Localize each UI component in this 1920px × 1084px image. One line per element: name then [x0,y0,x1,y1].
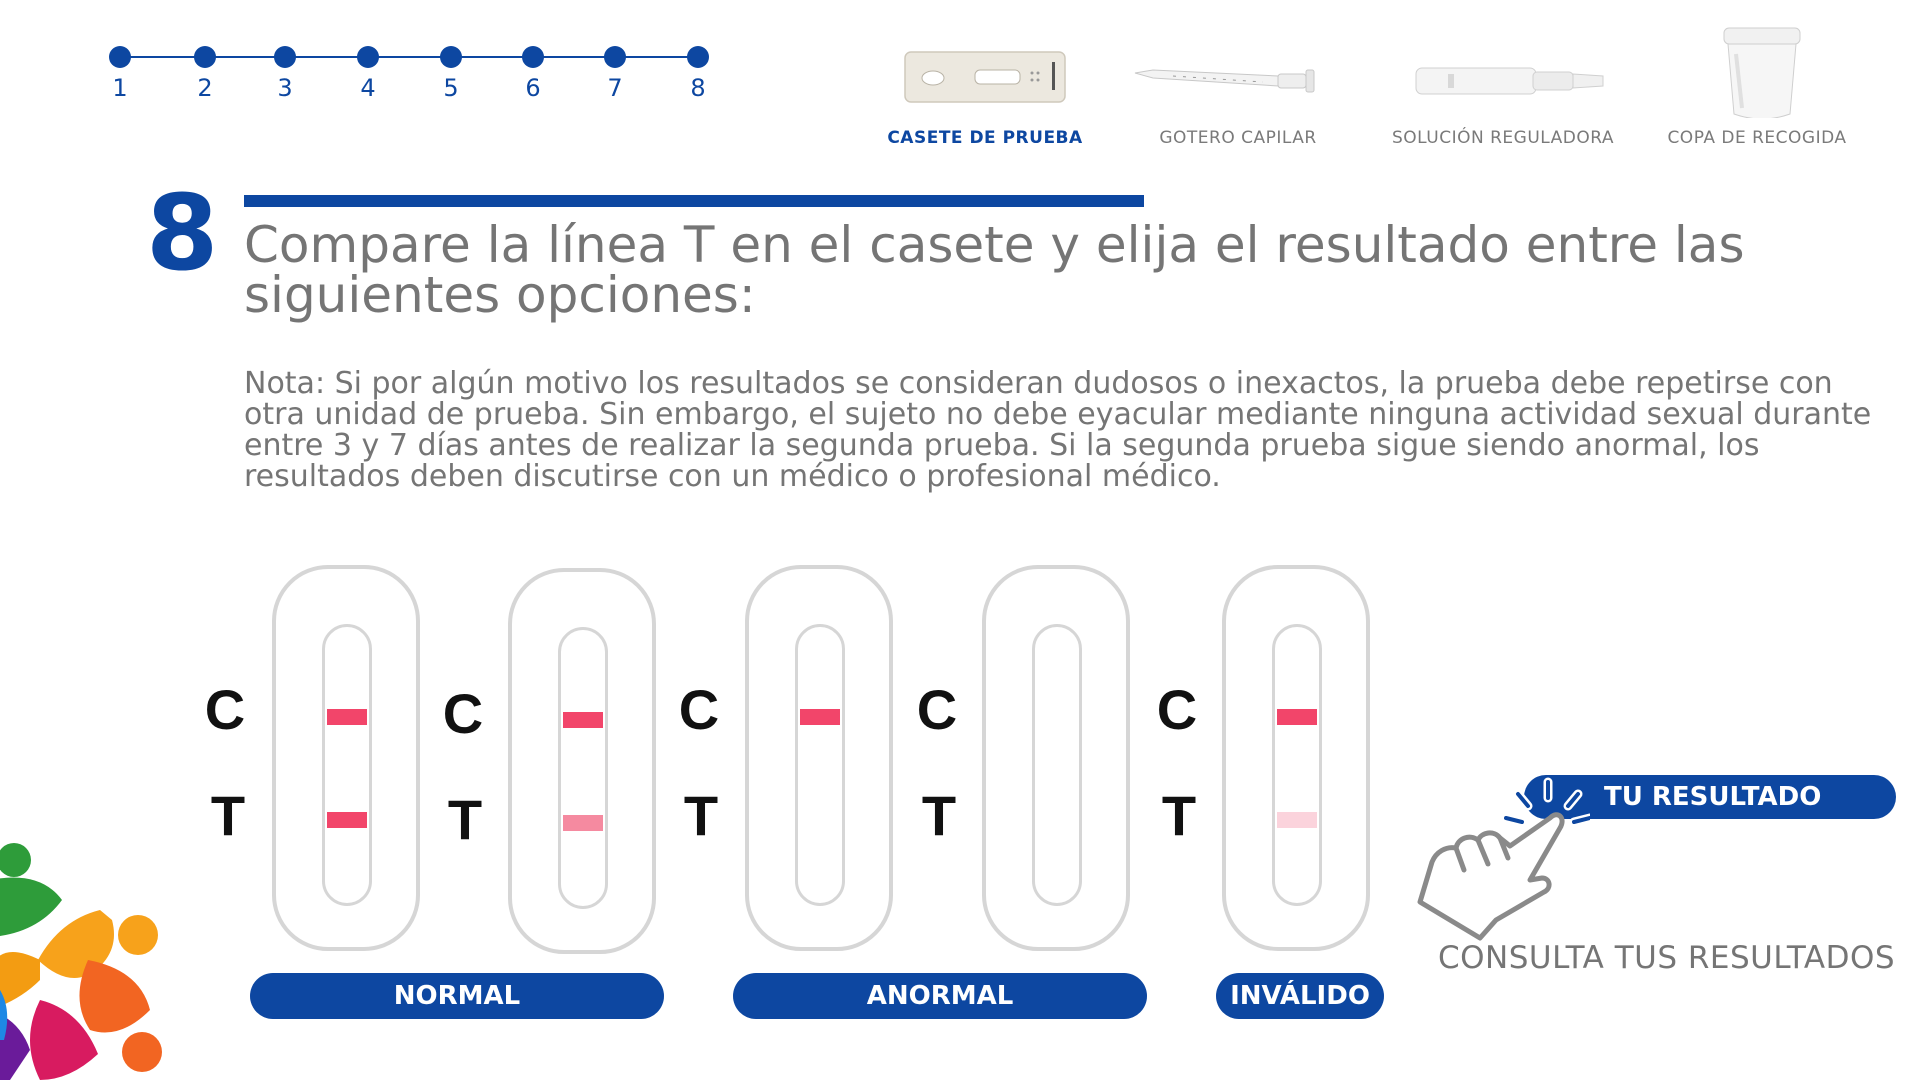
step-dot [194,46,216,68]
step-2[interactable] [185,46,225,102]
step-label: 1 [112,74,128,102]
step-label: 5 [443,74,459,102]
test-line [1277,812,1317,828]
step-label: 2 [197,74,213,102]
result-window [558,627,608,909]
cassette-normal-1 [272,565,420,951]
step-4[interactable] [348,46,388,102]
kit-item-label: CASETE DE PRUEBA [887,128,1083,148]
capillary-dropper-icon [1113,18,1363,118]
test-line [563,815,603,831]
c-label: C [916,678,958,741]
c-label: C [204,678,246,741]
step-label: 4 [360,74,376,102]
kit-item-label: SOLUCIÓN REGULADORA [1391,128,1614,148]
c-label: C [1156,678,1198,741]
instruction-text: Compare la línea T en el casete y elija el resultado entre las siguientes opciones: [244,216,1745,324]
kit-item-dropper[interactable] [1113,18,1363,148]
collection-cup-icon [1632,18,1882,118]
t-label: T [447,788,483,851]
control-line [800,709,840,725]
step-6[interactable] [513,46,553,102]
kit-item-label: GOTERO CAPILAR [1159,128,1317,148]
note-text: Nota: Si por algún motivo los resultados se consideran dudosos o inexactos, la prueba debe repetirse con otra unidad de prueba. Sin embargo, el sujeto no debe eyacular mediante ninguna actividad sexual durante entre 3 y 7 días antes de realizar la segunda prueba. Si la segunda prueba sigue siendo anormal, los resultados deben discutirse con un médico o profesional médico. [244,366,1872,494]
step-dot [440,46,462,68]
step-dot [687,46,709,68]
cassette-abnormal-2 [982,565,1130,951]
your-result-button[interactable]: TU RESULTADO [1524,775,1896,819]
step-dot [274,46,296,68]
step-5[interactable] [431,46,471,102]
control-line [563,712,603,728]
step-7[interactable] [595,46,635,102]
t-label: T [921,784,957,847]
step-dot [604,46,626,68]
step-1[interactable] [100,46,140,102]
step-3[interactable] [265,46,305,102]
consult-results-link[interactable]: CONSULTA TUS RESULTADOS [1438,940,1896,976]
heading-bar [244,195,1144,207]
buffer-solution-icon [1378,18,1628,118]
step-dot [357,46,379,68]
invalid-label: INVÁLIDO [1216,973,1384,1019]
step-label: 7 [607,74,623,102]
c-label: C [442,682,484,745]
test-cassette-icon [860,18,1110,118]
normal-label: NORMAL [250,973,664,1019]
step-label: 6 [525,74,541,102]
test-line [327,812,367,828]
control-line [327,709,367,725]
c-label: C [678,678,720,741]
t-label: T [210,784,246,847]
result-window [795,624,845,906]
step-label: 8 [690,74,706,102]
t-label: T [1161,784,1197,847]
pointing-hand-icon [1410,770,1590,950]
step-number: 8 [146,172,219,294]
step-label: 3 [277,74,293,102]
colorful-people-logo [0,840,170,1080]
t-label: T [683,784,719,847]
cassette-normal-2 [508,568,656,954]
result-window [322,624,372,906]
kit-item-label: COPA DE RECOGIDA [1667,128,1847,148]
step-dot [522,46,544,68]
result-window [1032,624,1082,906]
abnormal-label: ANORMAL [733,973,1147,1019]
cassette-invalid [1222,565,1370,951]
cassette-abnormal-1 [745,565,893,951]
kit-item-cassette[interactable] [860,18,1110,148]
step-dot [109,46,131,68]
kit-item-buffer[interactable] [1378,18,1628,148]
kit-item-cup[interactable] [1632,18,1882,148]
control-line [1277,709,1317,725]
result-window [1272,624,1322,906]
progress-stepper [0,0,760,120]
step-8[interactable] [678,46,718,102]
